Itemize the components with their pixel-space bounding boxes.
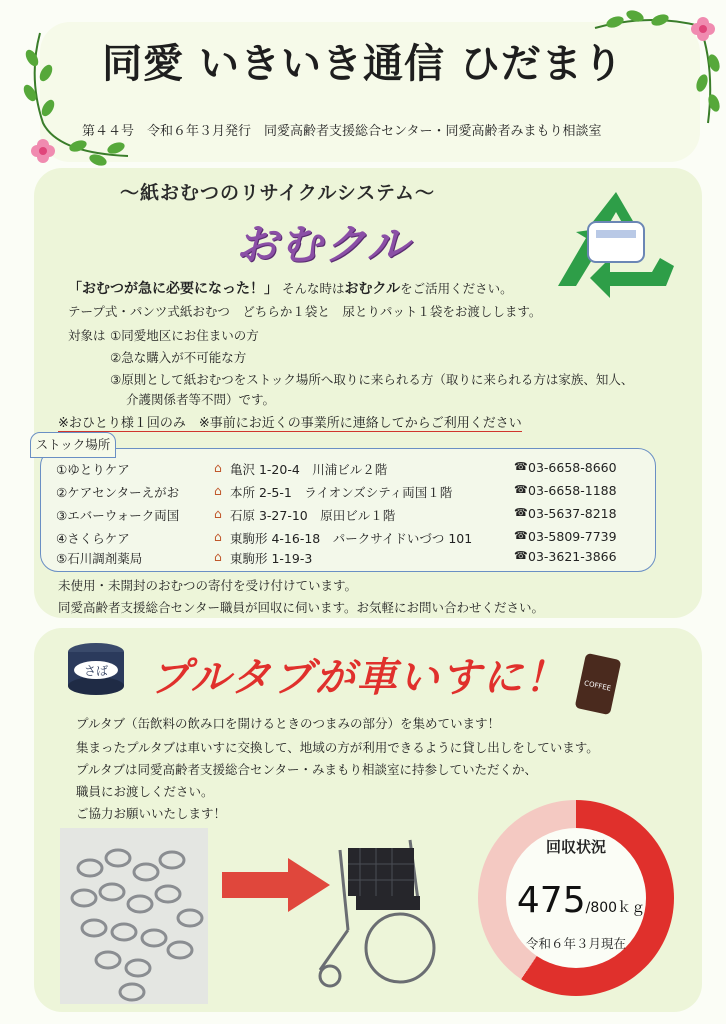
- flower-icon: [28, 136, 58, 166]
- stock-row: [56, 460, 656, 482]
- phone-icon: ☎: [514, 549, 528, 562]
- stock-phone: 03-5637-8218: [528, 506, 617, 521]
- stock-row: [56, 506, 656, 528]
- wheelchair-image: [300, 830, 450, 990]
- target-item: ②急な購入が不可能な方: [110, 350, 247, 365]
- coffee-can-icon: [574, 650, 622, 716]
- target-label: 対象は: [68, 328, 106, 343]
- pulltab-text: プルタブ（缶飲料の飲み口を開けるときのつまみの部分）を集めています！: [76, 716, 501, 731]
- donation-text: 未使用・未開封のおむつの寄付を受け付けています。: [58, 578, 358, 593]
- omukuru-provision: テープ式・パンツ式紙おむつ どちらか１袋と 尿とりパット１袋をお渡しします。: [68, 304, 542, 319]
- omukuru-intro: 「おむつが急に必要になった！」 そんな時はおむクルをご活用ください。: [68, 281, 513, 297]
- stock-name: ①ゆとりケア: [56, 462, 130, 477]
- stock-name: ②ケアセンターえがお: [56, 485, 180, 500]
- newsletter-title: 同愛 いきいき通信 ひだまり: [102, 41, 624, 87]
- collection-status-ring: [478, 800, 674, 996]
- stock-row: [56, 529, 656, 551]
- pulltab-title: プルタブが車いすに！: [150, 655, 567, 701]
- target-amount: /800ｋｇ: [585, 900, 646, 916]
- stock-label: ストック場所: [30, 432, 116, 458]
- sardine-can-icon: [64, 640, 128, 700]
- pulltab-pile-image: [60, 828, 208, 1004]
- stock-row: [56, 483, 656, 505]
- recycle-icon: [548, 186, 684, 306]
- stock-address: 石原 3-27-10 原田ビル１階: [230, 508, 396, 523]
- house-icon: ⌂: [214, 460, 222, 475]
- house-icon: ⌂: [214, 549, 222, 564]
- stock-address: 亀沢 1-20-4 川浦ビル２階: [230, 462, 388, 477]
- donation-text: 同愛高齢者支援総合センター職員が回収に伺います。お気軽にお問い合わせください。: [58, 600, 545, 615]
- target-item: ③原則として紙おむつをストック場所へ取りに来られる方（取りに来られる方は家族、知人、: [110, 372, 634, 387]
- stock-phone: 03-3621-3866: [528, 549, 617, 564]
- stock-address: 東駒形 1-19-3: [230, 551, 313, 566]
- stock-row: [56, 549, 656, 571]
- status-date: 令和６年３月現在: [525, 936, 626, 951]
- stock-name: ④さくらケア: [56, 531, 130, 546]
- phone-icon: ☎: [514, 460, 528, 473]
- collected-amount: 475: [516, 880, 586, 921]
- house-icon: ⌂: [214, 483, 222, 498]
- status-label: 回収状況: [545, 838, 606, 856]
- pulltab-text: 集まったプルタブは車いすに交換して、地域の方が利用できるように貸し出しをしています。: [76, 740, 599, 755]
- can-label: さば: [83, 664, 109, 678]
- phone-icon: ☎: [514, 483, 528, 496]
- stock-name: ③エバーウォーク両国: [56, 508, 180, 523]
- omukuru-subtitle: 〜紙おむつのリサイクルシステム〜: [120, 182, 435, 204]
- stock-phone: 03-6658-1188: [528, 483, 617, 498]
- coffee-label: COFFEE: [583, 679, 612, 693]
- issue-info: 第４４号 令和６年３月発行 同愛高齢者支援総合センター・同愛高齢者みまもり相談室: [82, 124, 602, 139]
- omukuru-title: おむクル: [236, 220, 411, 269]
- pulltab-text: プルタブは同愛高齢者支援総合センター・みまもり相談室に持参していただくか、: [76, 762, 538, 777]
- target-item: 介護関係者等不問）です。: [126, 392, 276, 407]
- pulltab-text: 職員にお渡しください。: [76, 784, 214, 799]
- phone-icon: ☎: [514, 529, 528, 542]
- stock-phone: 03-6658-8660: [528, 460, 617, 475]
- stock-address: 本所 2-5-1 ライオンズシティ両国１階: [230, 485, 453, 500]
- stock-name: ⑤石川調剤薬局: [56, 551, 143, 566]
- house-icon: ⌂: [214, 506, 222, 521]
- phone-icon: ☎: [514, 506, 528, 519]
- target-item: ①同愛地区にお住まいの方: [110, 328, 259, 343]
- status-amount: [486, 880, 676, 921]
- stock-phone: 03-5809-7739: [528, 529, 617, 544]
- pulltab-text: ご協力お願いいたします！: [76, 806, 227, 821]
- stock-address: 東駒形 4-16-18 パークサイドいづつ 101: [230, 531, 473, 546]
- house-icon: ⌂: [214, 529, 222, 544]
- usage-notice: ※おひとり様１回のみ ※事前にお近くの事業所に連絡してからご利用ください: [58, 412, 522, 432]
